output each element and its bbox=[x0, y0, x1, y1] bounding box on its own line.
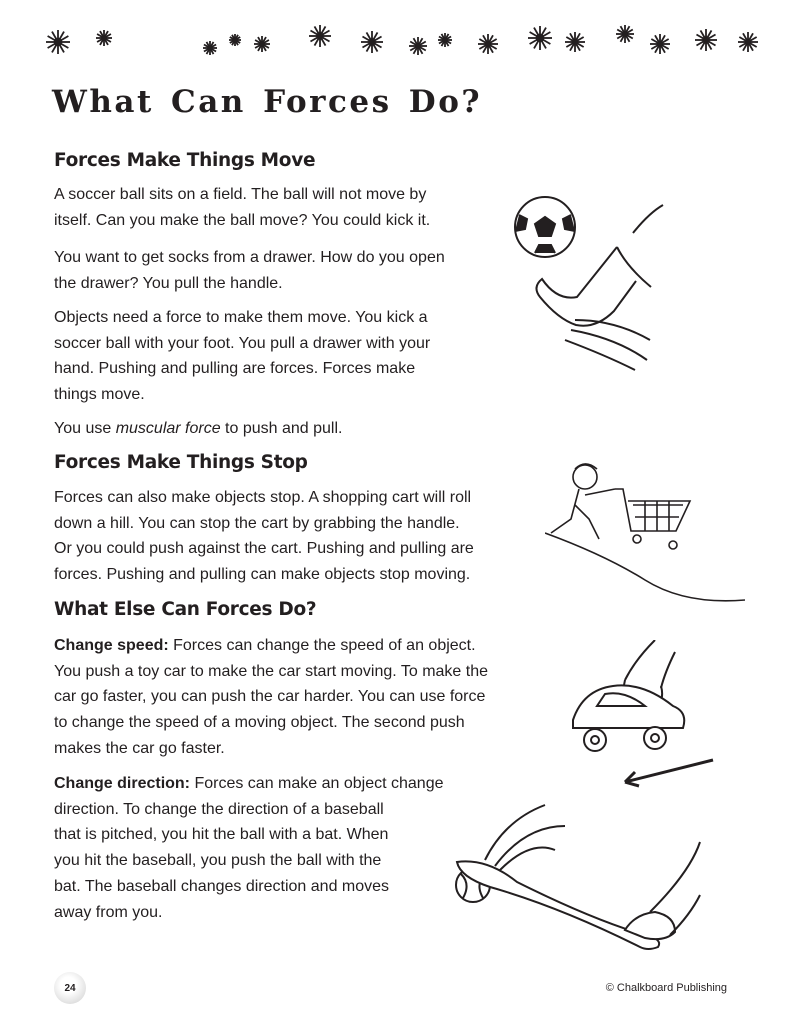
text: Forces can make an object change bbox=[190, 775, 444, 792]
star-burst-icon bbox=[46, 30, 70, 54]
text-line: soccer ball with your foot. You pull a drawer with your bbox=[54, 334, 431, 352]
star-burst-icon bbox=[409, 37, 427, 55]
star-burst-icon bbox=[616, 25, 634, 43]
text-line: away from you. bbox=[54, 903, 163, 921]
paragraph bbox=[54, 416, 342, 442]
star-burst-icon bbox=[565, 32, 585, 52]
text: Forces can change the speed of an object. bbox=[168, 637, 476, 654]
text-line: down a hill. You can stop the cart by grabbing the handle. bbox=[54, 514, 460, 532]
section-heading-move: Forces Make Things Move bbox=[54, 150, 316, 171]
text-line: hand. Pushing and pulling are forces. Forces make bbox=[54, 360, 416, 378]
baseball-bat-hitting-ball-illustration bbox=[445, 800, 715, 960]
text: You use bbox=[54, 420, 116, 437]
text-line: Objects need a force to make them move. You kick a bbox=[54, 309, 428, 326]
paragraph-change-direction bbox=[54, 771, 444, 925]
text-line: You push a toy car to make the car start moving. To make the bbox=[54, 662, 489, 680]
paragraph bbox=[54, 305, 430, 408]
text-line: the drawer? You pull the handle. bbox=[54, 274, 283, 292]
section-heading-else: What Else Can Forces Do? bbox=[54, 599, 317, 620]
text-line: that is pitched, you hit the ball with a bat. When bbox=[54, 826, 389, 844]
star-burst-icon bbox=[650, 34, 670, 54]
paragraph-change-speed bbox=[54, 633, 488, 762]
text-line: A soccer ball sits on a field. The ball will not move by bbox=[54, 186, 427, 203]
star-burst-icon bbox=[309, 25, 331, 47]
star-burst-icon bbox=[254, 36, 270, 52]
star-burst-icon bbox=[438, 33, 452, 47]
star-burst-icon bbox=[361, 31, 383, 53]
paragraph bbox=[54, 485, 474, 588]
term-label: Change speed: bbox=[54, 637, 169, 654]
text-line: Forces can also make objects stop. A shopping cart will roll bbox=[54, 489, 472, 506]
hand-pushing-toy-car-illustration bbox=[565, 640, 735, 790]
text-line: itself. Can you make the ball move? You could kick it. bbox=[54, 211, 431, 229]
text: to push and pull. bbox=[220, 420, 343, 437]
star-burst-icon bbox=[229, 34, 241, 46]
text-line: forces. Pushing and pulling can make objects stop moving. bbox=[54, 566, 471, 584]
section-heading-stop: Forces Make Things Stop bbox=[54, 452, 308, 473]
star-burst-icon bbox=[96, 30, 112, 46]
boy-stopping-shopping-cart-illustration bbox=[545, 455, 745, 605]
term-label: Change direction: bbox=[54, 775, 191, 792]
text-line: direction. To change the direction of a baseball bbox=[54, 800, 384, 818]
star-burst-icon bbox=[695, 29, 717, 51]
star-burst-icon bbox=[738, 32, 758, 52]
star-border-decoration bbox=[0, 18, 791, 68]
text-line: things move. bbox=[54, 386, 145, 404]
text-line: You want to get socks from a drawer. How do you open bbox=[54, 249, 445, 266]
star-burst-icon bbox=[528, 26, 552, 50]
page-number: 24 bbox=[54, 972, 86, 1004]
paragraph bbox=[54, 245, 445, 296]
text-line: bat. The baseball changes direction and moves bbox=[54, 877, 390, 895]
paragraph bbox=[54, 182, 430, 233]
text-line: you hit the baseball, you push the ball with the bbox=[54, 852, 382, 870]
text-line: makes the car go faster. bbox=[54, 739, 225, 757]
star-burst-icon bbox=[203, 41, 217, 55]
text-line: car go faster, you can push the car harder. You can use force bbox=[54, 688, 486, 706]
text-line: to change the speed of a moving object. The second push bbox=[54, 714, 465, 732]
kicking-soccer-ball-illustration bbox=[505, 195, 685, 375]
copyright: © Chalkboard Publishing bbox=[605, 982, 727, 994]
text-line: Or you could push against the cart. Pushing and pulling are bbox=[54, 540, 474, 558]
star-burst-icon bbox=[478, 34, 498, 54]
page-title: What Can Forces Do? bbox=[52, 84, 483, 120]
key-term: muscular force bbox=[115, 420, 221, 437]
